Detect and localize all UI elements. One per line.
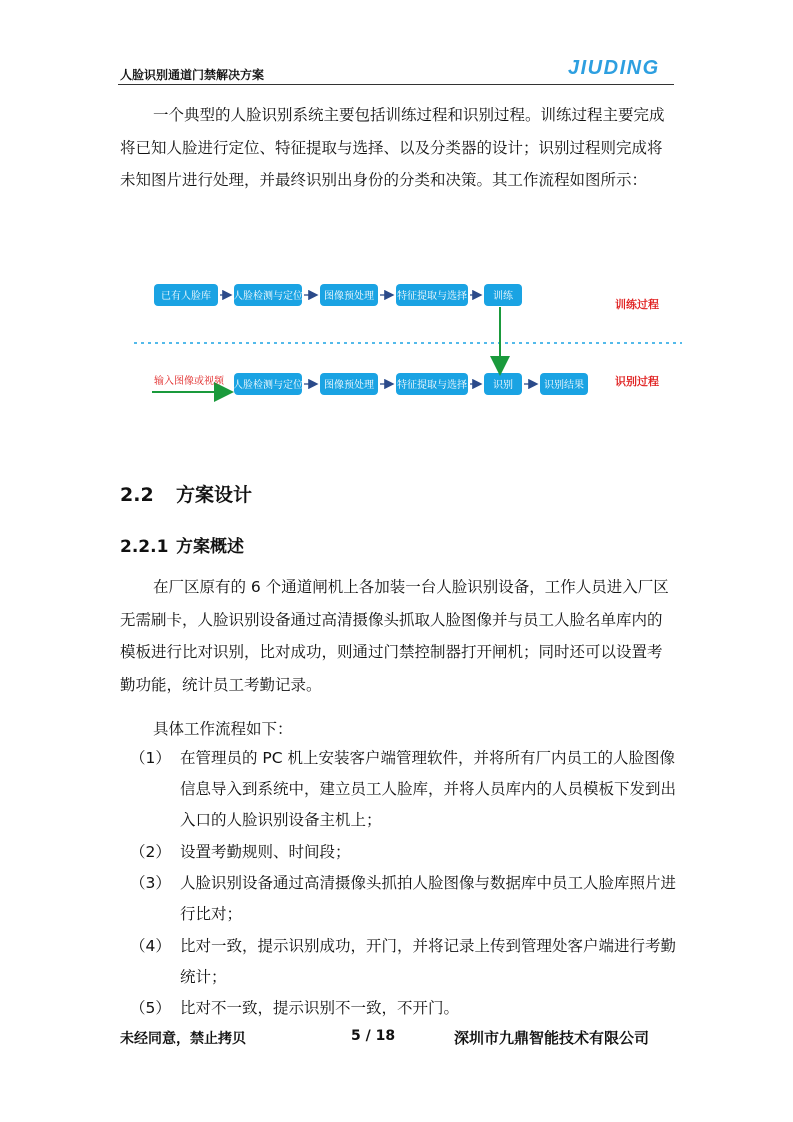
header-divider [118,84,674,85]
step-number: （1） [130,749,171,767]
company-name: 深圳市九鼎智能技术有限公司 [454,1029,650,1047]
step-text: 在管理员的 PC 机上安装客户端管理软件，并将所有厂内员工的人脸图像信息导入到系统中，建立员工人脸库，并将人员库内的人员模板下发到出入口的人脸识别设备主机上； [180,749,677,829]
input-label: 输入图像或视频 [154,376,224,387]
steps-intro: 具体工作流程如下： [153,720,293,738]
step-number: （3） [130,874,171,892]
workflow-step [130,837,676,868]
train-box-label-0: 已有人脸库 [161,291,211,302]
training-process-label: 训练过程 [615,298,659,311]
workflow-step [130,931,676,993]
section-heading [120,480,252,507]
workflow-step [130,743,676,836]
subsection-number: 2.2.1 [120,537,169,557]
step-number: （5） [130,999,171,1017]
section-number: 2.2 [120,484,154,506]
overview-paragraph: 在厂区原有的 6 个通道闸机上各加装一台人脸识别设备，工作人员进入厂区无需刷卡，人脸识别设备通过高清摄像头抓取人脸图像并与员工人脸名单库内的模板进行比对识别，比对成功，则通过门禁控制器打开闸机；同时还可以设置考勤功能，统计员工考勤记录。 [120,578,669,694]
workflow-step [130,868,676,930]
face-recognition-flow-diagram [130,270,690,410]
recog-box-label-1: 图像预处理 [324,380,374,391]
copyright-notice: 未经同意，禁止拷贝 [120,1031,246,1047]
subsection-heading [120,532,244,557]
train-box-label-1: 人脸检测与定位 [233,291,303,302]
subsection-title: 方案概述 [176,537,244,557]
page-number: 5 / 18 [351,1028,396,1044]
train-box-label-3: 特征提取与选择 [397,291,467,302]
recog-box-label-3: 识别 [493,380,513,391]
recog-box-label-0: 人脸检测与定位 [233,380,303,391]
recognition-row [233,373,588,395]
step-number: （4） [130,937,171,955]
document-title: 人脸识别通道门禁解决方案 [120,68,265,82]
step-text: 比对一致，提示识别成功，开门，并将记录上传到管理处客户端进行考勤统计； [180,937,677,986]
train-box-label-2: 图像预处理 [324,291,374,302]
recog-box-label-4: 识别结果 [544,380,584,391]
section-title: 方案设计 [176,484,253,506]
step-text: 人脸识别设备通过高清摄像头抓拍人脸图像与数据库中员工人脸库照片进行比对； [180,874,677,923]
recognition-process-label: 识别过程 [615,375,659,388]
recog-box-label-2: 特征提取与选择 [397,380,467,391]
train-box-label-4: 训练 [493,291,513,302]
step-text: 设置考勤规则、时间段； [180,843,351,861]
training-row [154,284,522,306]
intro-paragraph: 一个典型的人脸识别系统主要包括训练过程和识别过程。训练过程主要完成将已知人脸进行定位、特征提取与选择、以及分类器的设计；识别过程则完成将未知图片进行处理，并最终识别出身份的分类和决策。其工作流程如图所示： [120,106,665,189]
company-logo: JIUDING [568,57,660,79]
step-number: （2） [130,843,171,861]
workflow-step [130,993,676,1024]
step-text: 比对不一致，提示识别不一致，不开门。 [180,999,460,1017]
